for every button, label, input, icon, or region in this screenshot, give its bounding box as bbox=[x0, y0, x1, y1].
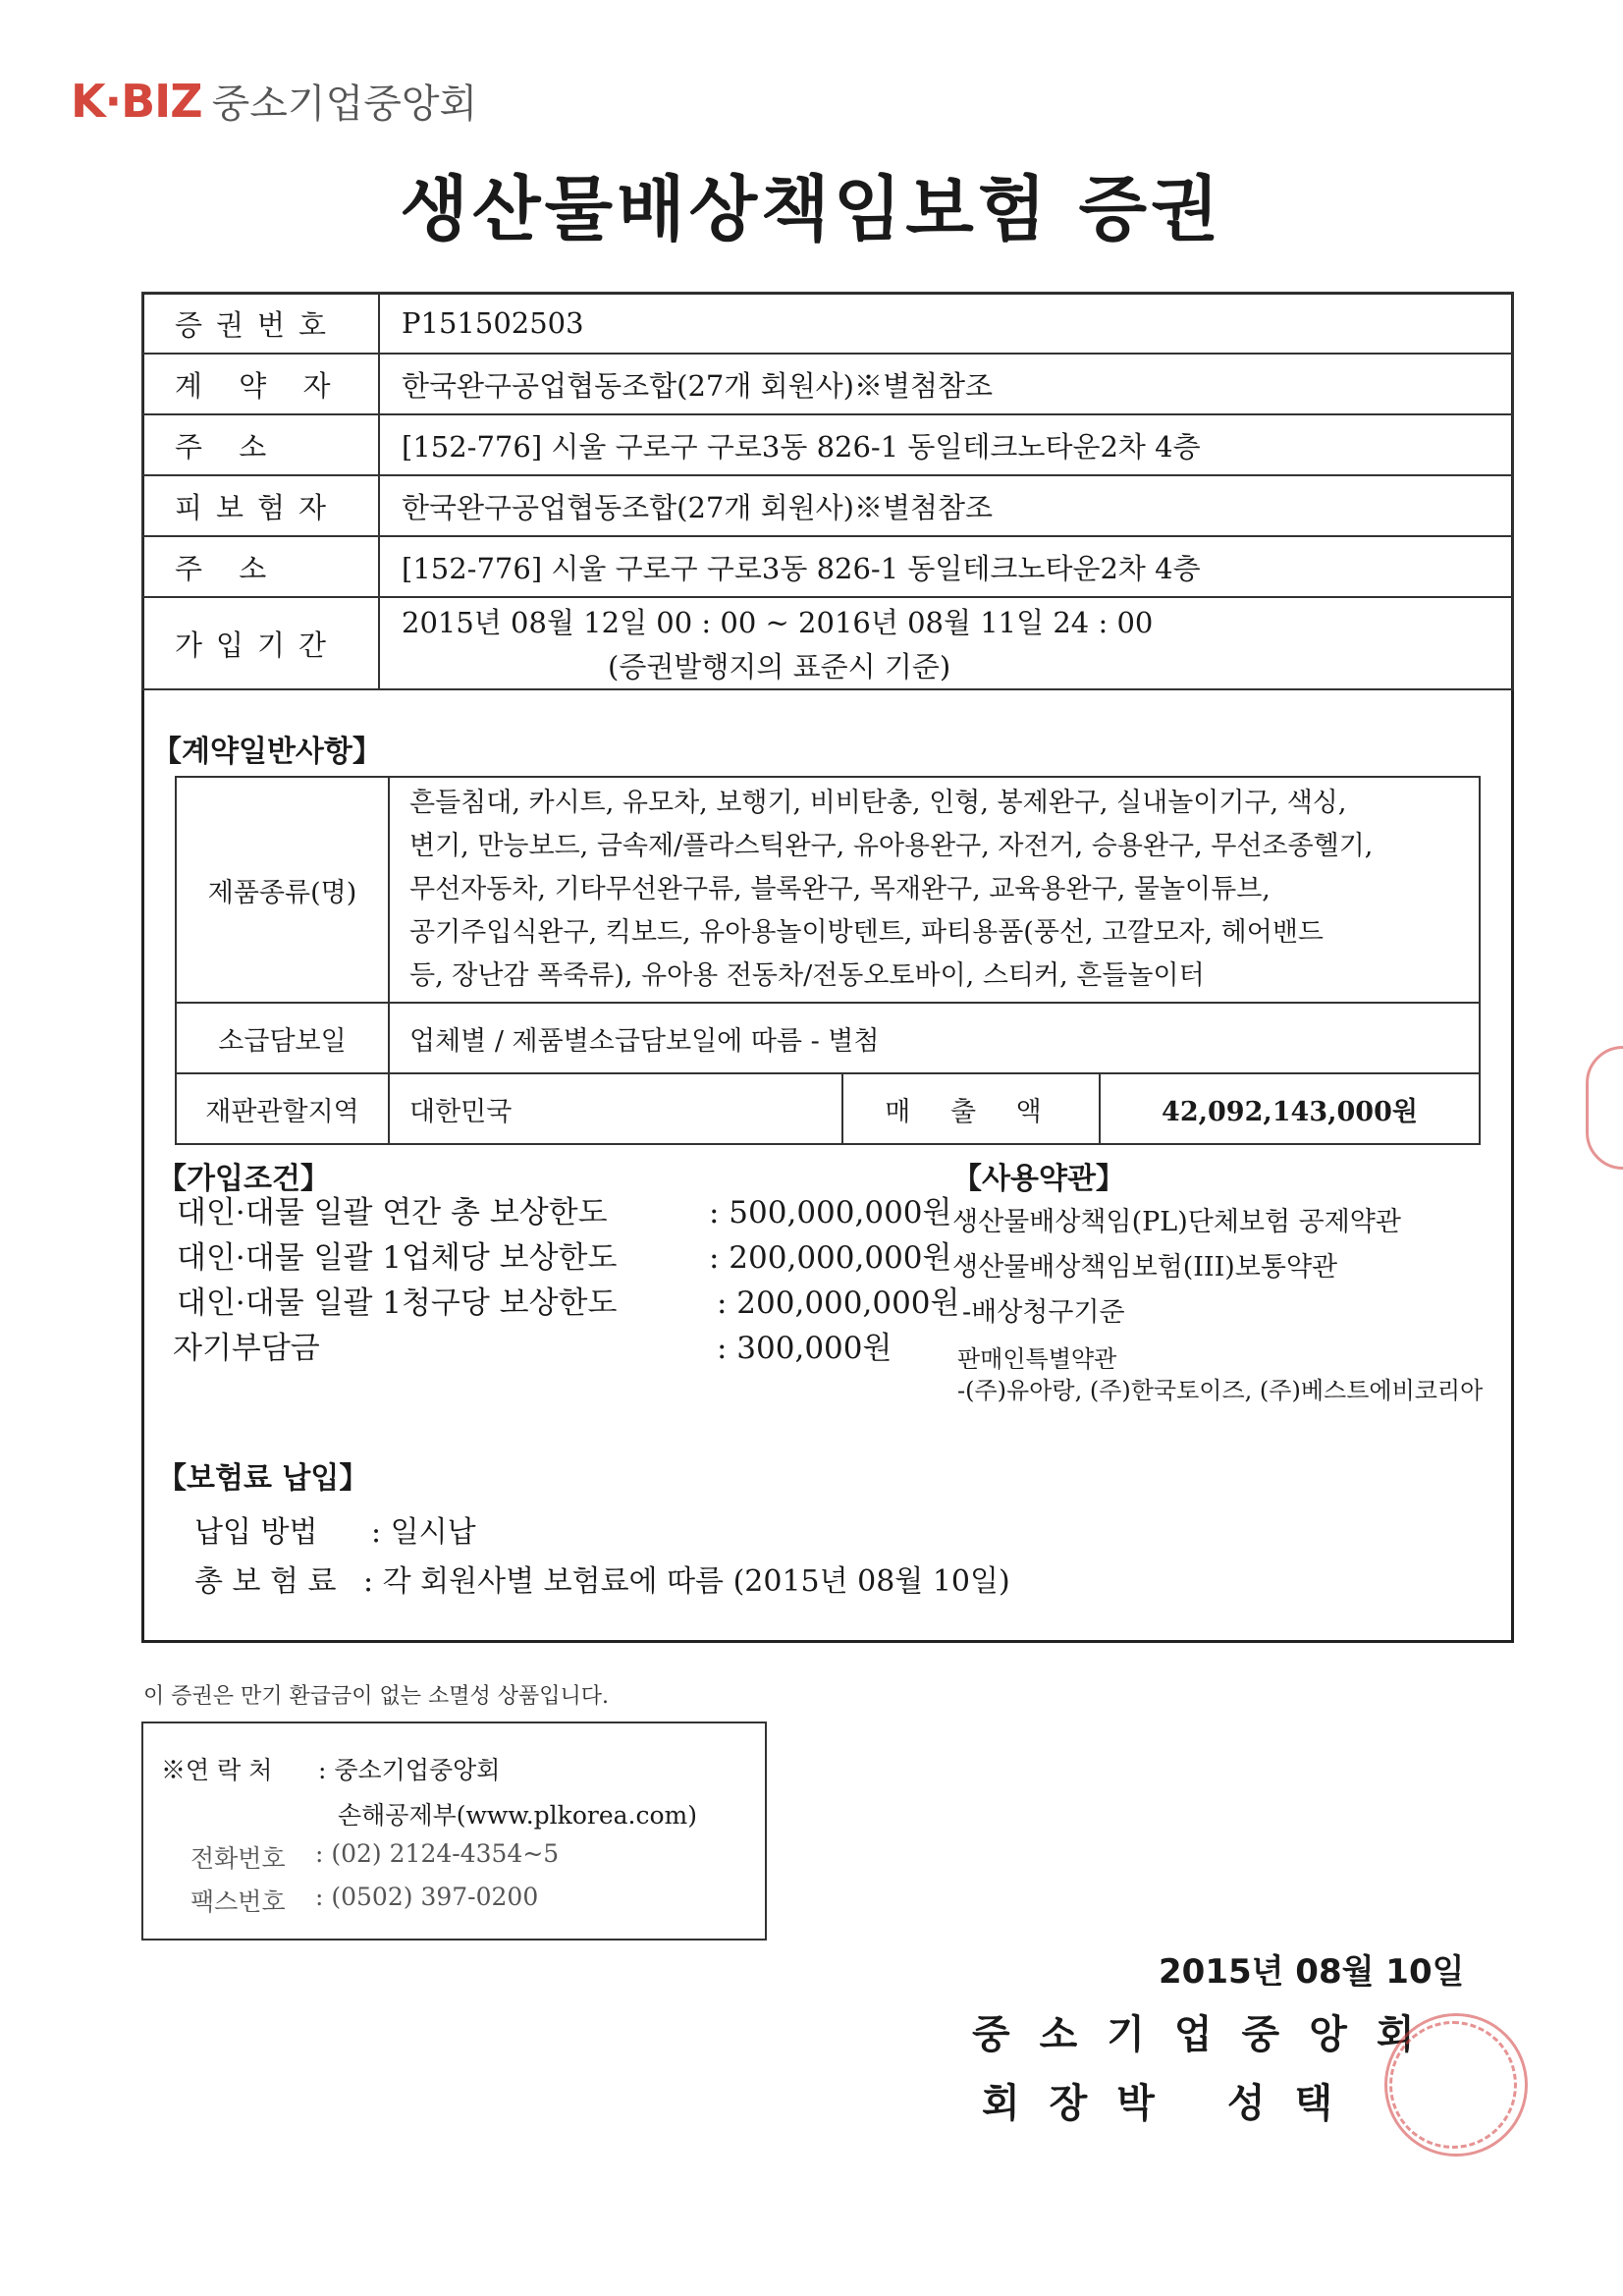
list-item: 흔들침대, 카시트, 유모차, 보행기, 비비탄총, 인형, 봉제완구, 실내놀이기구, 색싱, bbox=[409, 788, 1347, 818]
notice-text: 이 증권은 만기 환급금이 없는 소멸성 상품입니다. bbox=[143, 1684, 609, 1709]
period-label: 가입기간 bbox=[142, 597, 379, 689]
perforation-seal bbox=[1586, 1046, 1623, 1170]
condition-value: : 200,000,000원 bbox=[709, 1240, 952, 1276]
sales-value: 42,092,143,000원 bbox=[1100, 1073, 1480, 1144]
cert-no-value: P151502503 bbox=[379, 293, 1513, 354]
kbiz-logo bbox=[71, 73, 477, 129]
table-row bbox=[176, 1003, 1480, 1073]
condition-value: : 200,000,000원 bbox=[717, 1285, 960, 1321]
condition-label: 자기부담금 bbox=[173, 1331, 320, 1366]
table-row bbox=[142, 536, 1513, 597]
jurisdiction-value: 대한민국 bbox=[389, 1073, 842, 1144]
issuer-signer: 회장박 성택 bbox=[982, 2081, 1363, 2126]
payment-method-label: 납입 방법 bbox=[194, 1515, 318, 1550]
fax-label: 팩스번호 bbox=[190, 1887, 286, 1916]
issue-date: 2015년 08월 10일 bbox=[1159, 1952, 1465, 1992]
general-terms-table bbox=[175, 776, 1481, 1145]
list-item: -배상청구기준 bbox=[962, 1297, 1125, 1328]
document-title: 생산물배상책임보험 증권 bbox=[400, 168, 1223, 250]
insured-label: 피보험자 bbox=[142, 475, 379, 536]
logo-org: 중소기업중앙회 bbox=[211, 82, 478, 127]
list-item: 등, 장난감 폭죽류), 유아용 전동차/전동오토바이, 스티커, 흔들놀이터 bbox=[409, 960, 1205, 991]
condition-label: 대인·대물 일괄 1청구당 보상한도 bbox=[177, 1285, 618, 1321]
period-note: (증권발행지의 표준시 기준) bbox=[608, 650, 951, 683]
table-row bbox=[142, 597, 1513, 689]
insured-address-label: 주 소 bbox=[142, 536, 379, 597]
period-value: 2015년 08월 12일 00 : 00 ~ 2016년 08월 11일 24 : 00 bbox=[402, 606, 1154, 639]
total-premium-label: 총 보 험 료 bbox=[194, 1564, 337, 1599]
total-premium-value: : 각 회원사별 보험료에 따름 (2015년 08월 10일) bbox=[363, 1564, 1010, 1599]
policy-heading: 【사용약관】 bbox=[952, 1162, 1125, 1196]
table-row bbox=[142, 293, 1513, 354]
insured-address-value: [152-776] 시울 구로구 구로3동 826-1 동일테크노타운2차 4층 bbox=[379, 536, 1513, 597]
period-cell bbox=[379, 597, 1513, 689]
table-row bbox=[142, 475, 1513, 536]
payment-method-value: : 일시납 bbox=[371, 1515, 476, 1550]
issuer-org: 중소기업중앙회 bbox=[972, 2012, 1444, 2057]
table-row bbox=[142, 414, 1513, 475]
condition-label: 대인·대물 일괄 연간 총 보상한도 bbox=[177, 1195, 608, 1230]
policy-info-table bbox=[141, 292, 1514, 690]
contact-box bbox=[141, 1722, 767, 1941]
logo-brand: K·BIZ bbox=[71, 75, 202, 128]
conditions-heading: 【가입조건】 bbox=[157, 1162, 330, 1196]
condition-value: : 300,000원 bbox=[717, 1331, 893, 1366]
list-item: 변기, 만능보드, 금속제/플라스틱완구, 유아용완구, 자전거, 승용완구, 무선조종헬기, bbox=[409, 831, 1374, 861]
condition-value: : 500,000,000원 bbox=[709, 1195, 952, 1230]
list-item: 판매인특별약관 bbox=[957, 1345, 1117, 1373]
list-item: 공기주입식완구, 킥보드, 유아용놀이방텐트, 파티용품(풍선, 고깔모자, 헤어밴드 bbox=[409, 917, 1324, 948]
list-item: -(주)유아랑, (주)한국토이즈, (주)베스트에비코리아 bbox=[957, 1377, 1484, 1404]
jurisdiction-label: 재판관할지역 bbox=[176, 1073, 389, 1144]
products-list bbox=[389, 777, 1480, 1003]
phone-label: 전화번호 bbox=[190, 1844, 286, 1873]
address-value: [152-776] 시울 구로구 구로3동 826-1 동일테크노타운2차 4층 bbox=[379, 414, 1513, 475]
fax-value: : (0502) 397-0200 bbox=[315, 1883, 539, 1911]
contact-dept: 손해공제부(www.plkorea.com) bbox=[338, 1801, 697, 1830]
contact-label: ※연 락 처 bbox=[161, 1756, 273, 1784]
insured-value: 한국완구공업협동조합(27개 회원사)※별첨참조 bbox=[379, 475, 1513, 536]
sales-label: 매 출 액 bbox=[842, 1073, 1100, 1144]
phone-value: : (02) 2124-4354~5 bbox=[315, 1839, 560, 1868]
condition-label: 대인·대물 일괄 1업체당 보상한도 bbox=[177, 1240, 618, 1276]
premium-heading: 【보험료 납입】 bbox=[157, 1461, 369, 1496]
table-row bbox=[176, 777, 1480, 1003]
retro-label: 소급담보일 bbox=[176, 1003, 389, 1073]
list-item: 생산물배상책임보험(III)보통약관 bbox=[952, 1252, 1338, 1283]
address-label: 주 소 bbox=[142, 414, 379, 475]
contractor-value: 한국완구공업협동조합(27개 회원사)※별첨참조 bbox=[379, 354, 1513, 414]
table-row bbox=[176, 1073, 1480, 1144]
list-item: 생산물배상책임(PL)단체보험 공제약관 bbox=[952, 1207, 1401, 1237]
cert-no-label: 증권번호 bbox=[142, 293, 379, 354]
retro-value: 업체별 / 제품별소급담보일에 따름 - 별첨 bbox=[389, 1003, 1480, 1073]
general-heading: 【계약일반사항】 bbox=[152, 735, 382, 769]
seal-inner-ring bbox=[1389, 2021, 1517, 2149]
list-item: 무선자동차, 기타무선완구류, 블록완구, 목재완구, 교육용완구, 물놀이튜브, bbox=[409, 874, 1271, 904]
contractor-label: 계 약 자 bbox=[142, 354, 379, 414]
contact-org: : 중소기업중앙회 bbox=[318, 1756, 501, 1784]
products-label: 제품종류(명) bbox=[176, 777, 389, 1003]
table-row bbox=[142, 354, 1513, 414]
